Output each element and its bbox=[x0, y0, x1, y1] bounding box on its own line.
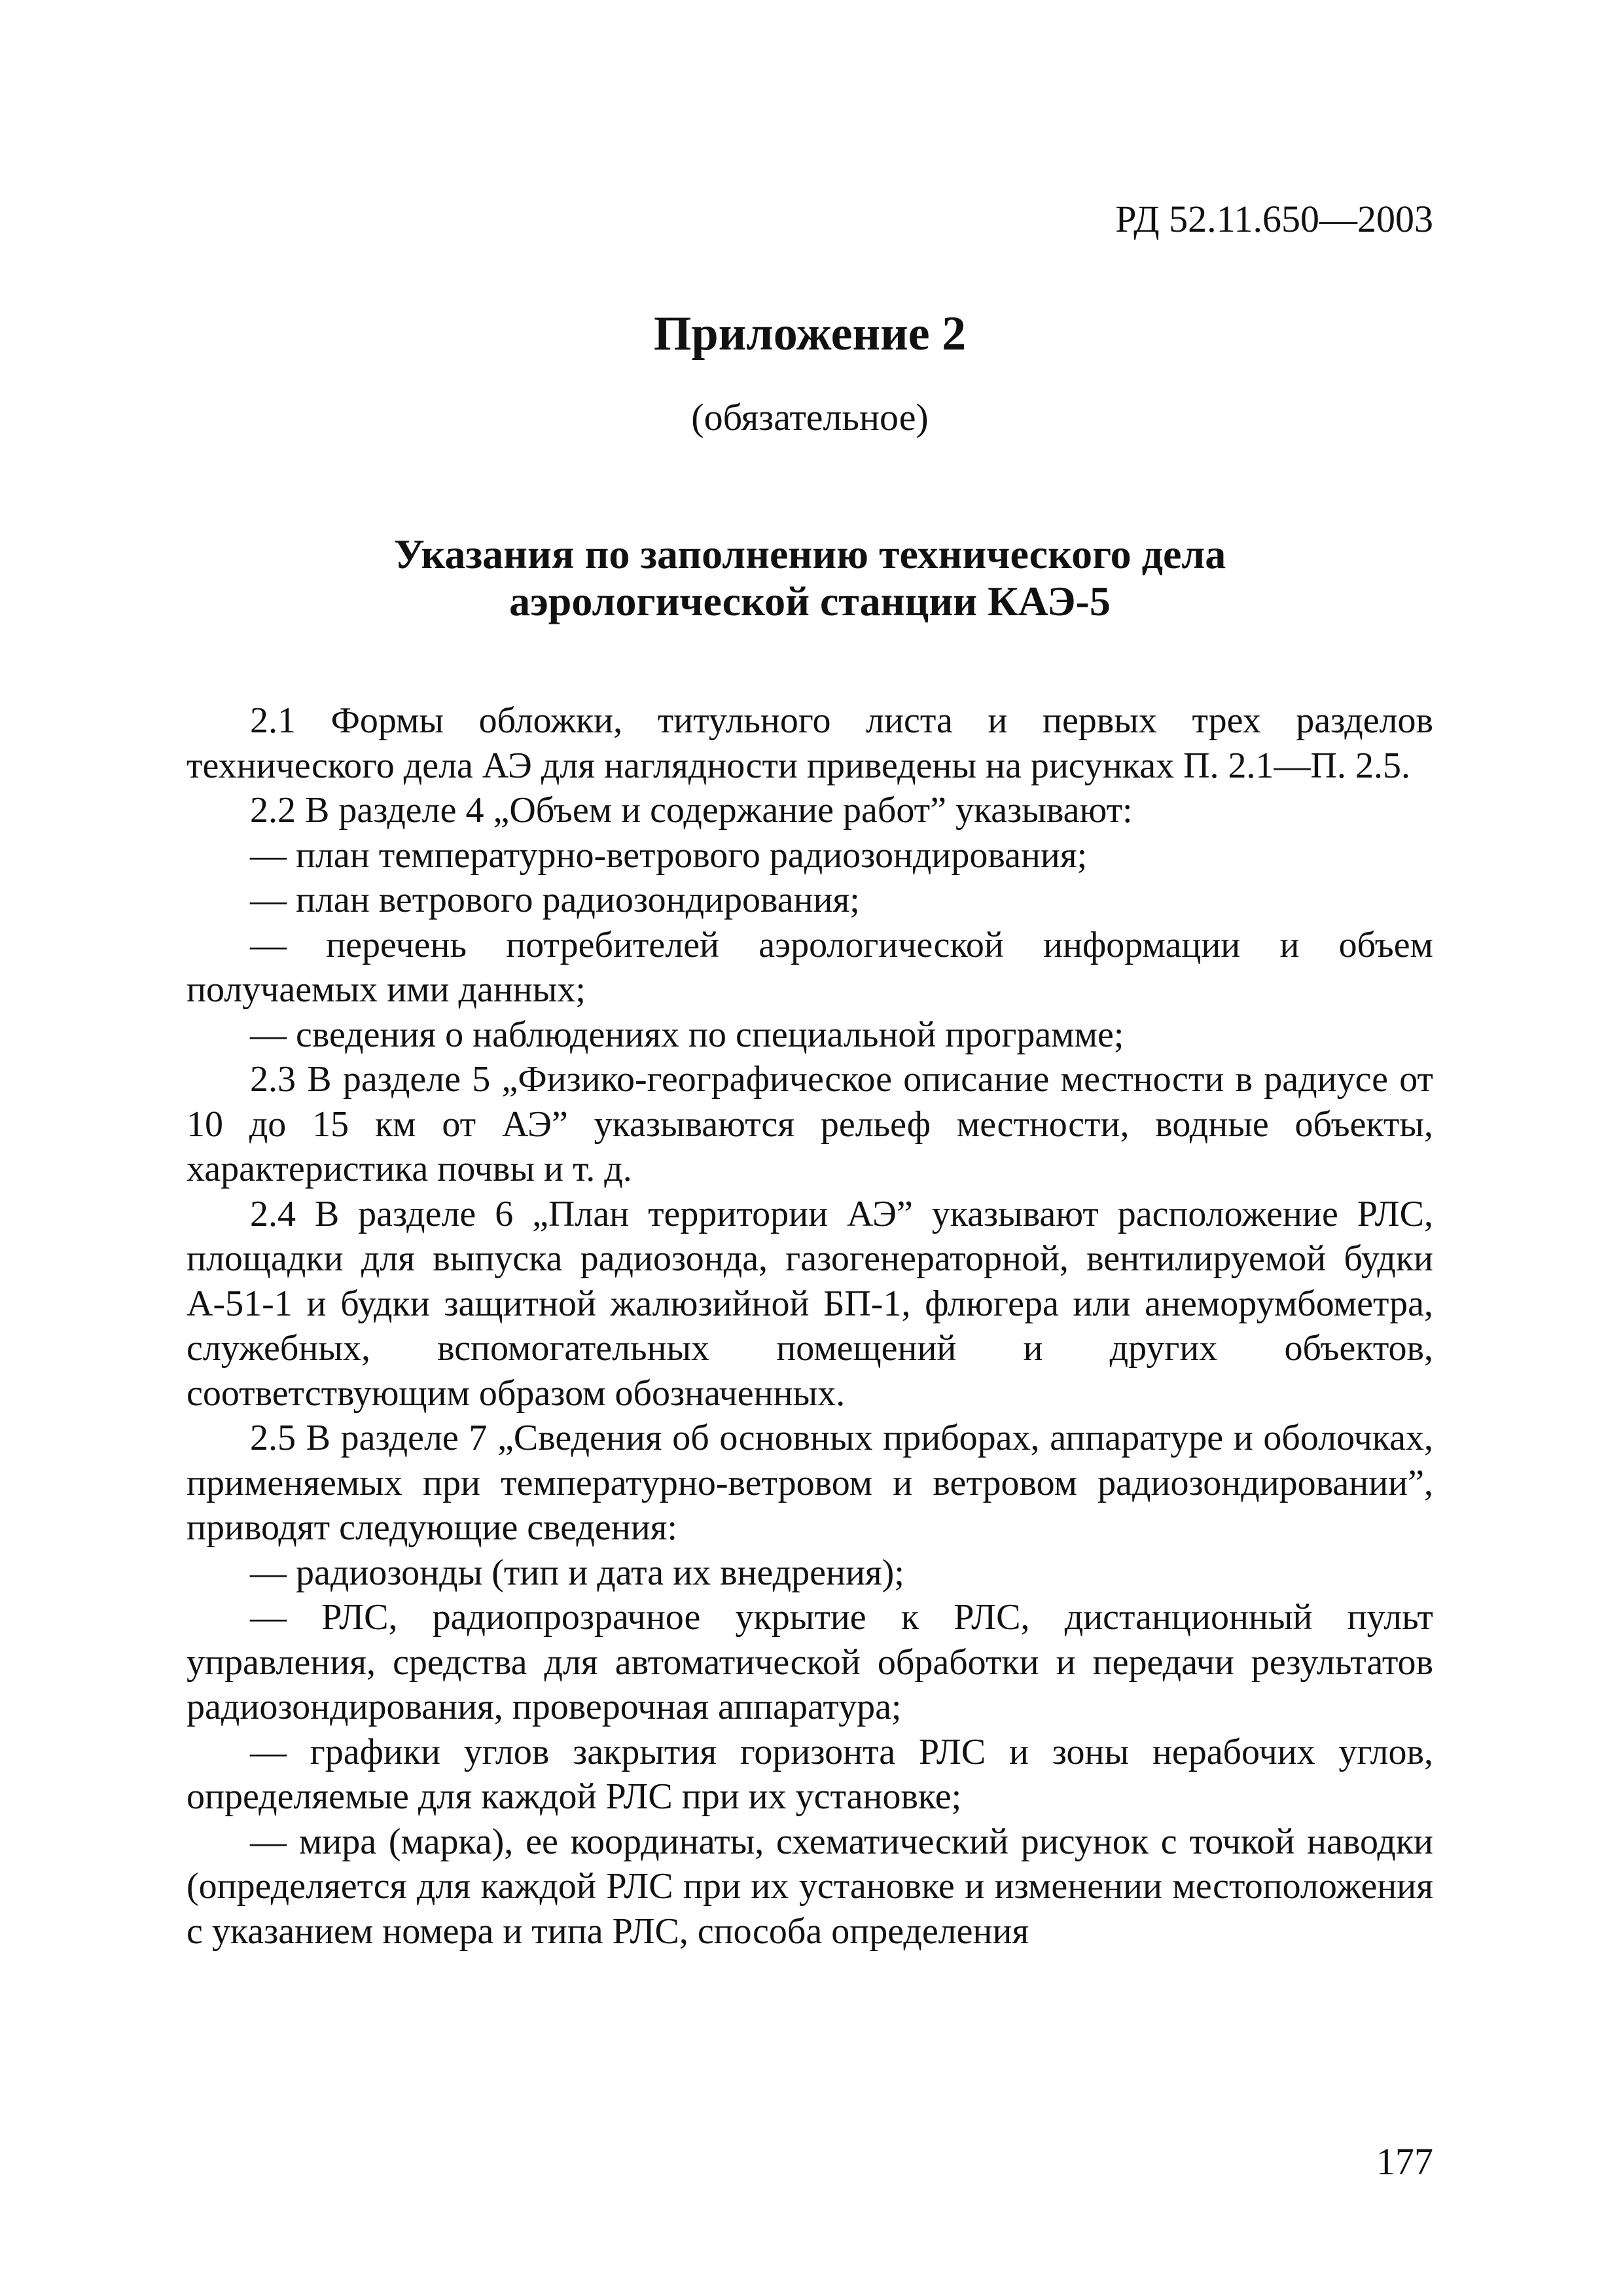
list-item: — графики углов закрытия горизонта РЛС и зоны нерабочих углов, определяемые для каждой РЛС при их установке; bbox=[187, 1731, 1433, 1817]
appendix-kind: (обязательное) bbox=[691, 396, 929, 439]
list-item: — перечень потребителей аэрологической информации и объем получаемых ими данных; bbox=[187, 924, 1433, 1010]
list-item: — план ветрового радиозондирования; bbox=[250, 880, 860, 920]
document-code: РД 52.11.650—2003 bbox=[1115, 198, 1433, 240]
appendix-title: Приложение 2 bbox=[653, 307, 967, 361]
body-text bbox=[187, 698, 1433, 1954]
list-item: — РЛС, радиопрозрачное укрытие к РЛС, дистанционный пульт управления, средства для автоматической обработки и передачи результатов радиозондирования, проверочная аппаратура; bbox=[187, 1597, 1433, 1727]
page-number: 177 bbox=[1376, 2140, 1433, 2183]
paragraph-2-2: 2.2 В разделе 4 „Объем и содержание работ” указывают: bbox=[250, 790, 1133, 831]
list-item: — сведения о наблюдениях по специальной программе; bbox=[250, 1014, 1124, 1055]
document-page bbox=[187, 196, 1433, 1954]
list-item: — радиозонды (тип и дата их внедрения); bbox=[250, 1552, 904, 1593]
section-title-line-1: Указания по заполнению технического дела bbox=[393, 531, 1226, 577]
paragraph-2-5: 2.5 В разделе 7 „Сведения об основных приборах, аппаратуре и оболочках, применяемых при температурно-ветровом и ветровом радиозондировании”, приводят следующие сведения: bbox=[187, 1418, 1433, 1548]
paragraph-2-3: 2.3 В разделе 5 „Физико-географическое описание местности в радиусе от 10 до 15 км от АЭ” указываются рельеф местности, водные объекты, характеристика почвы и т. д. bbox=[187, 1059, 1433, 1189]
paragraph-2-4: 2.4 В разделе 6 „План территории АЭ” указывают расположение РЛС, площадки для выпуска радиозонда, газогенераторной, вентилируемой будки А-51-1 и будки защитной жалюзийной БП-1, флюгера или анеморумбометра, служебных, вспомогательных помещений и других объектов, соответствующим образом обозначенных. bbox=[187, 1193, 1433, 1414]
section-title-line-2: аэрологической станции КАЭ-5 bbox=[509, 578, 1111, 624]
paragraph-2-1: 2.1 Формы обложки, титульного листа и первых трех разделов технического дела АЭ для наглядности приведены на рисунках П. 2.1—П. 2.5. bbox=[187, 700, 1433, 786]
list-item: — мира (марка), ее координаты, схематический рисунок с точкой наводки (определяется для каждой РЛС при их установке и изменении местоположения с указанием номера и типа РЛС, способа определения bbox=[187, 1821, 1433, 1952]
list-item: — план температурно-ветрового радиозондирования; bbox=[250, 834, 1088, 876]
section-title bbox=[187, 531, 1433, 625]
